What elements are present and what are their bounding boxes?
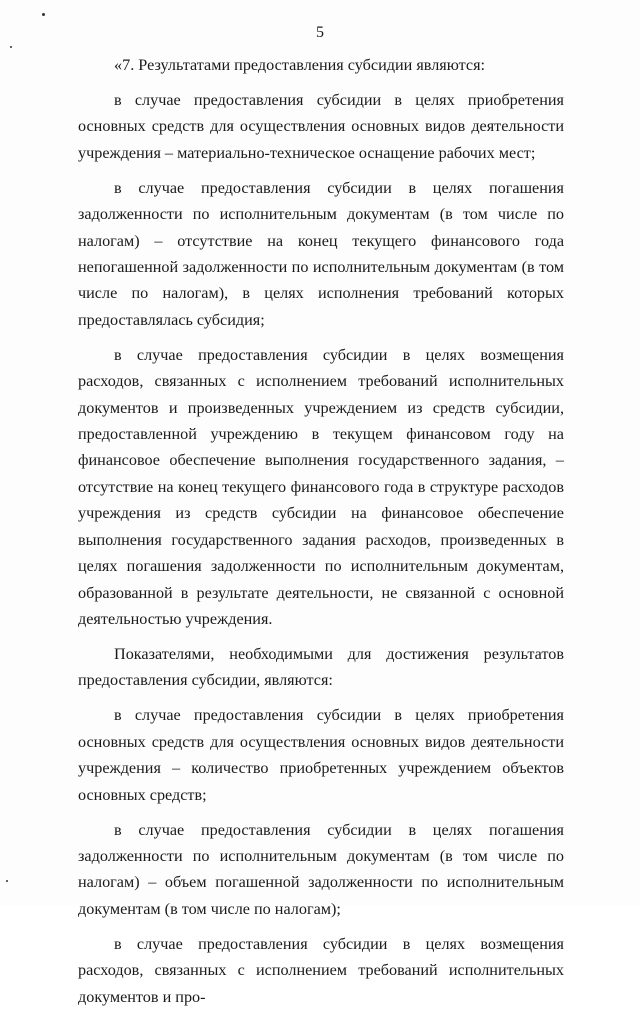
page-number: 5 (316, 24, 324, 41)
scan-speck (6, 880, 8, 882)
scan-speck (10, 46, 12, 48)
paragraph: в случае предоставления субсидии в целях возмещения расходов, связанных с исполнением требований исполнительных документов и про- (78, 934, 564, 1006)
scan-speck (42, 13, 45, 16)
paragraph: в случае предоставления субсидии в целях приобретения основных средств для осуществления основных видов деятельности учреждения – количество приобретенных учреждением объектов основных средств; (78, 706, 564, 804)
paragraph: в случае предоставления субсидии в целях погашения задолженности по исполнительным документам (в том числе по налогам) – отсутствие на конец текущего финансового года непогашенной задолженности по исполнительным документам (в том числе по налогам), в целях исполнения требований которых предоставлялась субсидия; (78, 178, 564, 329)
paragraph: в случае предоставления субсидии в целях возмещения расходов, связанных с исполнением требований исполнительных документов и произведенных учреждением из средств субсидии, предоставленной учреждению в текущем финансовом году на финансовое обеспечение выполнения государственного задания, – отсутствие на конец текущего финансового года в структуре расходов учреждения из средств субсидии на финансовое обеспечение выполнения государственного задания расходов, произведенных в целях погашения задолженности по исполнительным документам, образованной в результате деятельности, не связанной с основной деятельностью учреждения. (78, 345, 564, 628)
paragraph: Показателями, необходимыми для достижения результатов предоставления субсидии, являются: (78, 644, 564, 690)
document-body (78, 52, 564, 1019)
paragraph: «7. Результатами предоставления субсидии являются: (114, 56, 486, 74)
paragraph: в случае предоставления субсидии в целях приобретения основных средств для осуществления основных видов деятельности учреждения – материально-техническое оснащение рабочих мест; (78, 91, 564, 162)
paragraph: в случае предоставления субсидии в целях погашения задолженности по исполнительным документам (в том числе по налогам) – объем погашенной задолженности по исполнительным документам (в том числе по налогам); (78, 820, 564, 918)
